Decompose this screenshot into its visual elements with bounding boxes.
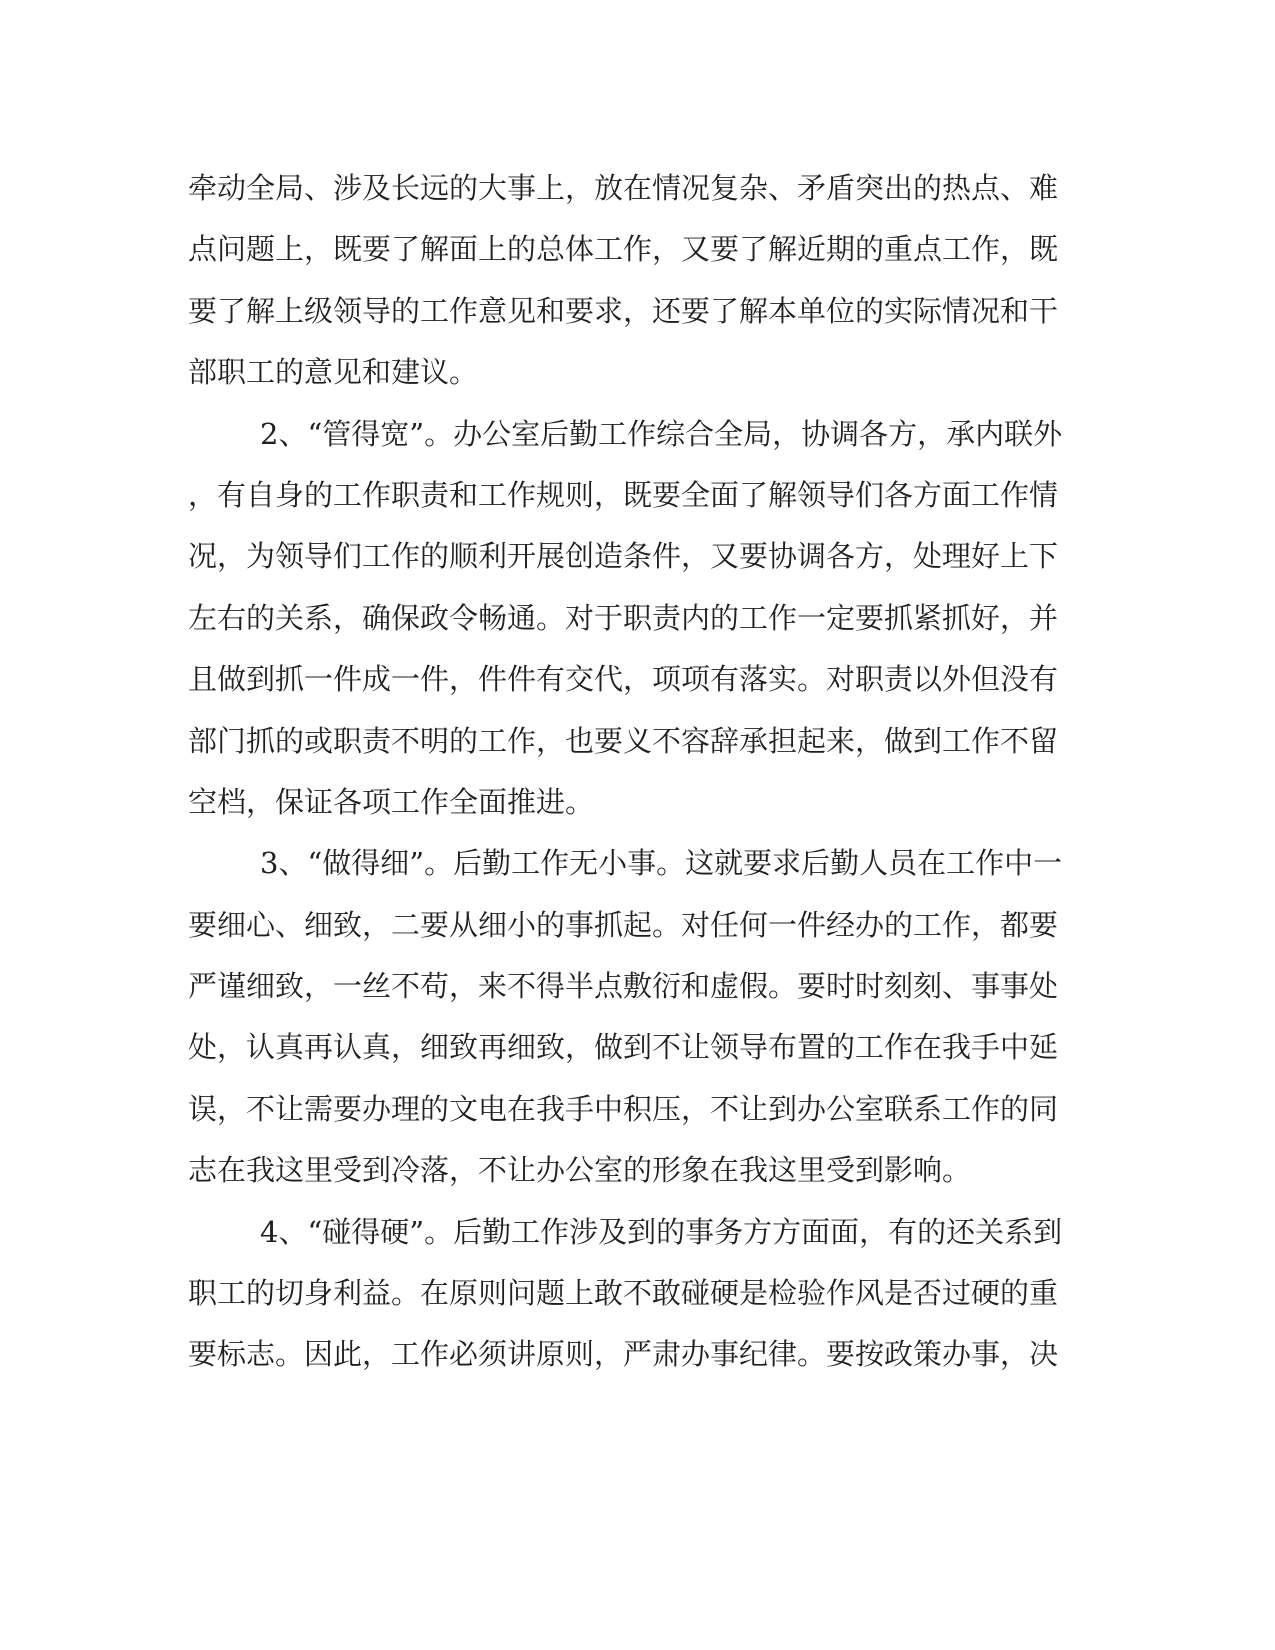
paragraph-3-first-line: 3、“做得细”。后勤工作无小事。这就要求后勤人员在工作中一: [260, 846, 1063, 881]
text-line: 部职工的意见和建议。: [188, 355, 479, 390]
text-line: 志在我这里受到冷落，不让办公室的形象在我这里受到影响。: [188, 1153, 972, 1188]
text-line: 左右的关系，确保政令畅通。对于职责内的工作一定要抓紧抓好，并: [188, 600, 1059, 635]
text-line: 误，不让需要办理的文电在我手中积压，不让到办公室联系工作的同: [188, 1091, 1059, 1126]
text-line: 要细心、细致，二要从细小的事抓起。对任何一件经办的工作，都要: [188, 907, 1059, 942]
text-line: 要了解上级领导的工作意见和要求，还要了解本单位的实际情况和干: [188, 293, 1059, 328]
text-line: 牵动全局、涉及长远的大事上，放在情况复杂、矛盾突出的热点、难: [188, 171, 1059, 205]
text-line: 职工的切身利益。在原则问题上敢不敢碰硬是检验作风是否过硬的重: [188, 1276, 1059, 1311]
text-line: 且做到抓一件成一件，件件有交代，项项有落实。对职责以外但没有: [188, 662, 1059, 697]
paragraph-4-first-line: 4、“碰得硬”。后勤工作涉及到的事务方方面面，有的还关系到: [260, 1214, 1063, 1249]
text-line: 处，认真再认真，细致再细致，做到不让领导布置的工作在我手中延: [188, 1030, 1059, 1065]
text-line: 要标志。因此，工作必须讲原则，严肃办事纪律。要按政策办事，决: [188, 1337, 1059, 1372]
text-line: 严谨细致，一丝不苟，来不得半点敷衍和虚假。要时时刻刻、事事处: [188, 969, 1059, 1004]
text-line: 点问题上，既要了解面上的总体工作，又要了解近期的重点工作，既: [188, 232, 1059, 267]
text-line: 部门抓的或职责不明的工作，也要义不容辞承担起来，做到工作不留: [188, 723, 1059, 758]
paragraph-2-first-line: 2、“管得宽”。办公室后勤工作综合全局，协调各方，承内联外: [260, 416, 1063, 451]
text-line: 况，为领导们工作的顺利开展创造条件，又要协调各方，处理好上下: [188, 539, 1059, 574]
document-body: [188, 158, 1063, 1386]
text-line: 空档，保证各项工作全面推进。: [188, 784, 595, 819]
text-line: ，有自身的工作职责和工作规则，既要全面了解领导们各方面工作情: [188, 477, 1059, 512]
